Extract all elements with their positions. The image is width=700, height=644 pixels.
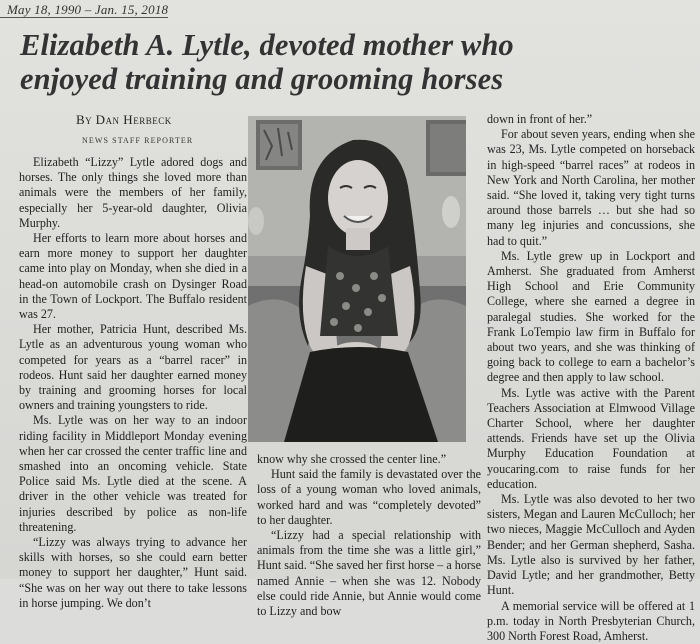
paragraph: “Lizzy was always trying to advance her skills with horses, so she could earn better money to support her daughter,” Hunt said. “She was on her way out there to take lessons in horse jumping. We don’t [19,535,247,611]
paragraph: For about seven years, ending when she was 23, Ms. Lytle competed on horseback in high-speed “barrel races” at rodeos in New York and North Carolina, her mother said. “She loved it, taking very tight turns around those barrels … but she had so many leg injuries and concussions, she had to quit.” [487,127,695,249]
headline-line-2: enjoyed training and grooming horses [20,62,503,96]
paragraph: A memorial service will be offered at 1 p.m. today in North Presbyterian Church, 300 North Forest Road, Amherst. [487,599,695,644]
paragraph: Her efforts to learn more about horses and earn more money to support her daughter came into play on Monday, when she died in a head-on automobile crash on Dysinger Road in the Town of Lockport. The Buffalo resident was 27. [19,231,247,322]
article-column-1 [19,155,247,611]
headline [20,28,690,96]
paragraph: Elizabeth “Lizzy” Lytle adored dogs and horses. The only things she loved more than animals were the members of her family, especially her 5-year-old daughter, Olivia Murphy. [19,155,247,231]
byline-prefix: By [76,112,92,127]
portrait-photo [248,116,466,442]
portrait-illustration [248,116,466,442]
paragraph: down in front of her.” [487,112,695,127]
paragraph: know why she crossed the center line.” [257,452,481,467]
paragraph: Ms. Lytle grew up in Lockport and Amherst. She graduated from Amherst High School and Erie Community College, where she earned a degree in paralegal studies. She worked for the Frank LoTempio law firm in Buffalo for about two years, and she was thinking of going back to college to earn a bachelor’s degree and then apply to law school. [487,249,695,386]
life-dates: May 18, 1990 – Jan. 15, 2018 [7,2,168,18]
paragraph: Ms. Lytle was on her way to an indoor riding facility in Middleport Monday evening when her car crossed the center traffic line and smashed into an oncoming vehicle. State Police said Ms. Lytle died at the scene. A driver in the other vehicle was treated for injuries described by police as non-life threatening. [19,413,247,535]
article-column-3 [487,112,695,644]
byline-name: Dan Herbeck [96,112,172,127]
byline [76,112,172,128]
paragraph: Ms. Lytle was active with the Parent Teachers Association at Elmwood Village Charter School, where her daughter attends. Friends have set up the Olivia Murphy Education Foundation at youcaring.com to raise funds for her education. [487,386,695,492]
paragraph: Hunt said the family is devastated over the loss of a young woman who loved animals, worked hard and was “completely devoted” to her daughter. [257,467,481,528]
article-column-2 [257,452,481,619]
paragraph: Ms. Lytle was also devoted to her two sisters, Megan and Lauren McCulloch; her two nieces, Maggie McCulloch and Ayden Bender; and her German shepherd, Sasha. Ms. Lytle also is survived by her father, David Lytle; and her grandmother, Betty Hunt. [487,492,695,598]
headline-line-1: Elizabeth A. Lytle, devoted mother who [20,28,514,62]
dates-rule [0,17,168,18]
paragraph: “Lizzy had a special relationship with animals from the time she was a little girl,” Hunt said. “She saved her first horse – a horse named Annie – when she was 12. Nobody else could ride Annie, but Annie would come to Lizzy and bow [257,528,481,619]
paragraph: Her mother, Patricia Hunt, described Ms. Lytle as an adventurous young woman who competed for years as a “barrel racer” in rodeos. Hunt said her daughter earned money by training and grooming horses for local owners and training youngsters to ride. [19,322,247,413]
byline-role: NEWS STAFF REPORTER [82,136,193,145]
